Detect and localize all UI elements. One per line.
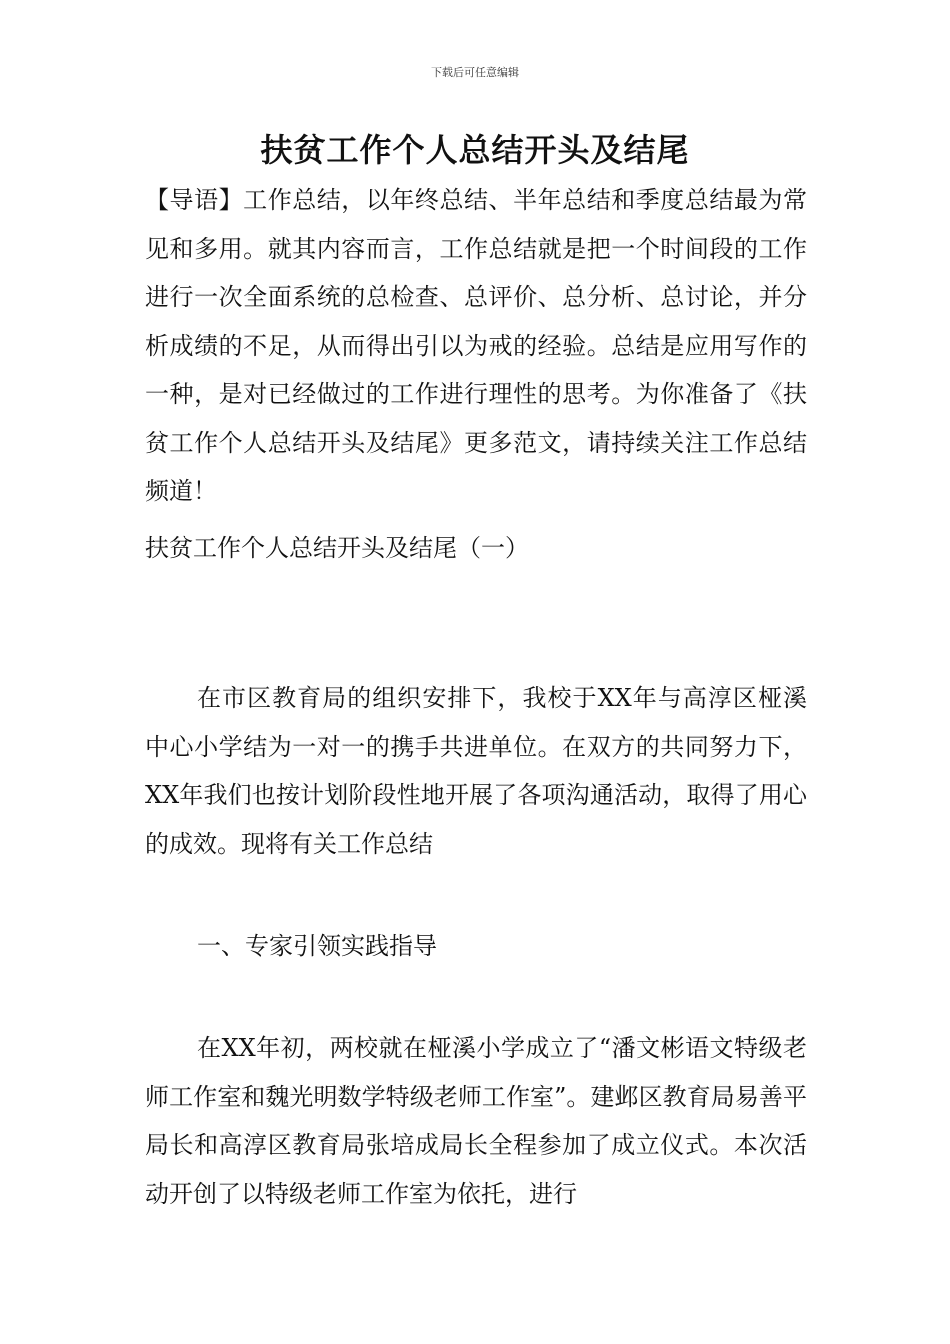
header-note: 下载后可任意编辑 — [431, 66, 519, 79]
document-title: 扶贫工作个人总结开头及结尾 — [260, 131, 690, 169]
body-paragraph-1: 在市区教育局的组织安排下，我校于XX年与高淳区桠溪中心小学结为一对一的携手共进单位。在双方的共同努力下，XX年我们也按计划阶段性地开展了各项沟通活动，取得了用心的成效。现将有关工作总结 — [145, 684, 807, 858]
section-heading-1: 一、专家引领实践指导 — [197, 932, 437, 960]
intro-paragraph: 【导语】工作总结，以年终总结、半年总结和季度总结最为常见和多用。就其内容而言，工作总结就是把一个时间段的工作进行一次全面系统的总检查、总评价、总分析、总讨论，并分析成绩的不足，从而得出引以为戒的经验。总结是应用写作的一种，是对已经做过的工作进行理性的思考。为你准备了《扶贫工作个人总结开头及结尾》更多范文，请持续关注工作总结频道！ — [145, 186, 807, 505]
section-subheading: 扶贫工作个人总结开头及结尾（一） — [145, 534, 529, 562]
body-paragraph-2: 在XX年初，两校就在桠溪小学成立了“潘文彬语文特级老师工作室和魏光明数学特级老师工作室”。建邺区教育局易善平局长和高淳区教育局张培成局长全程参加了成立仪式。本次活动开创了以特级老师工作室为依托，进行 — [145, 1034, 807, 1208]
